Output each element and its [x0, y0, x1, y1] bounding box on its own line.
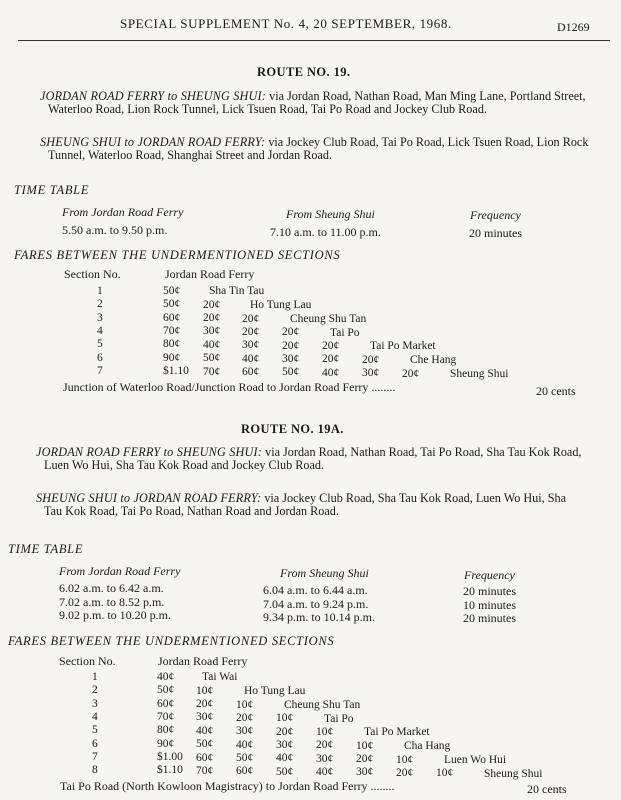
- fare-cell: 30¢: [236, 725, 254, 738]
- route-19a-return-description: [36, 492, 586, 517]
- fare-cell: $1.10: [157, 764, 183, 777]
- timetable-frequency: 20 minutes: [463, 611, 516, 625]
- fare-cell: 10¢: [436, 767, 454, 780]
- fare-cell: 80¢: [157, 724, 175, 737]
- fare-section-number: 3: [92, 697, 98, 710]
- route-19-outbound-text: via Jordan Road, Nathan Road, Man Ming Lane, Portland Street, Waterloo Road, Lion Rock Tunnel, Lick Tsuen Road, Tai Po Road and Jockey Club Road.: [48, 89, 586, 116]
- fare-cell: 20¢: [282, 326, 300, 339]
- page-number: D1269: [557, 20, 590, 34]
- fare-cell: 10¢: [356, 739, 374, 752]
- fare-stop-name: Tai Wai: [202, 671, 238, 684]
- fare-cell: 20¢: [356, 753, 374, 766]
- fare-cell: 10¢: [316, 726, 334, 738]
- fare-section-number: 4: [97, 325, 103, 338]
- route-19-first-stop: Jordan Road Ferry: [165, 267, 255, 281]
- fare-cell: 20¢: [242, 312, 260, 325]
- fare-stop-name: Tai Po Market: [370, 340, 436, 353]
- fare-cell: $1.00: [157, 751, 183, 764]
- route-19-note: Junction of Waterloo Road/Junction Road to Jordan Road Ferry ........: [63, 380, 396, 394]
- fare-cell: 40¢: [157, 671, 175, 683]
- route-19a-col-from-jordan: From Jordan Road Ferry: [59, 564, 181, 578]
- fare-cell: 20¢: [276, 725, 294, 738]
- route-19a-outbound-description: [36, 446, 586, 471]
- fare-section-number: 5: [92, 724, 98, 737]
- fare-cell: 50¢: [196, 738, 214, 751]
- route-19-title: ROUTE NO. 19.: [257, 65, 351, 79]
- route-19-fares-heading: FARES BETWEEN THE UNDERMENTIONED SECTIONS: [14, 248, 341, 262]
- route-19-row-from-jordan: 5.50 a.m. to 9.50 p.m.: [62, 223, 168, 237]
- fare-cell: 60¢: [236, 765, 254, 778]
- fare-stop-name: Tai Po: [330, 326, 360, 339]
- fare-cell: 20¢: [396, 766, 414, 779]
- route-19-col-frequency: Frequency: [470, 208, 521, 222]
- route-19a-title: ROUTE NO. 19A.: [241, 422, 344, 436]
- fare-cell: 20¢: [362, 353, 380, 366]
- fare-cell: 20¢: [322, 353, 340, 366]
- fare-cell: 30¢: [316, 752, 334, 765]
- fare-stop-name: Cheung Shu Tan: [284, 698, 361, 711]
- fare-cell: 60¢: [242, 365, 260, 378]
- fare-section-number: 2: [92, 684, 98, 697]
- fare-cell: 20¢: [236, 711, 254, 724]
- fare-cell: 20¢: [203, 298, 221, 311]
- fare-cell: 70¢: [196, 764, 214, 777]
- timetable-from-sheung: 6.04 a.m. to 6.44 a.m.: [263, 583, 368, 597]
- fare-cell: 30¢: [276, 738, 294, 751]
- fare-cell: 20¢: [203, 312, 221, 325]
- fare-cell: 40¢: [203, 338, 221, 351]
- route-19-col-from-jordan: From Jordan Road Ferry: [62, 205, 184, 219]
- route-19a-note-fare: 20 cents: [527, 782, 567, 796]
- fare-cell: 60¢: [196, 751, 214, 764]
- fare-cell: 20¢: [402, 367, 420, 380]
- route-19a-outbound-text: via Jordan Road, Nathan Road, Tai Po Road, Sha Tau Kok Road, Luen Wo Hui, Sha Tau Kok Road and Jockey Club Road.: [44, 445, 582, 472]
- fare-cell: 30¢: [242, 339, 260, 352]
- fare-stop-name: Cheung Shu Tan: [290, 312, 367, 325]
- route-19a-section-label: Section No.: [59, 654, 116, 668]
- fare-cell: 10¢: [196, 684, 214, 697]
- route-19-timetable-heading: TIME TABLE: [14, 183, 90, 197]
- fare-cell: 40¢: [236, 738, 254, 751]
- fare-cell: 40¢: [196, 724, 214, 737]
- fare-stop-name: Ho Tung Lau: [250, 299, 312, 312]
- route-19-outbound-heading: JORDAN ROAD FERRY to SHEUNG SHUI:: [40, 89, 267, 103]
- route-19a-timetable-heading: TIME TABLE: [8, 542, 84, 556]
- fare-section-number: 1: [97, 285, 103, 297]
- route-19-col-from-sheung: From Sheung Shui: [286, 207, 375, 221]
- fare-cell: 10¢: [236, 698, 254, 711]
- fare-stop-name: Sha Tin Tau: [209, 285, 265, 298]
- route-19-return-text: via Jockey Club Road, Tai Po Road, Lick Tsuen Road, Lion Rock Tunnel, Waterloo Road, Shanghai Street and Jordan Road.: [48, 135, 589, 162]
- fare-cell: 90¢: [157, 737, 175, 750]
- route-19a-col-from-sheung: From Sheung Shui: [280, 566, 369, 580]
- fare-section-number: 1: [92, 671, 98, 683]
- fare-cell: 50¢: [163, 285, 181, 297]
- route-19a-note: Tai Po Road (North Kowloon Magistracy) to Jordan Road Ferry ........: [60, 779, 395, 793]
- route-19a-col-frequency: Frequency: [464, 568, 515, 582]
- route-19a-return-heading: SHEUNG SHUI to JORDAN ROAD FERRY:: [36, 491, 262, 505]
- fare-cell: 30¢: [282, 352, 300, 365]
- route-19a-return-text: via Jockey Club Road, Sha Tau Kok Road, Luen Wo Hui, Sha Tau Kok Road, Tai Po Road, Nathan Road and Jordan Road.: [44, 491, 567, 518]
- fare-cell: 50¢: [203, 352, 221, 365]
- fare-cell: 30¢: [356, 766, 374, 779]
- route-19-return-heading: SHEUNG SHUI to JORDAN ROAD FERRY:: [40, 135, 266, 149]
- fare-cell: 40¢: [316, 766, 334, 779]
- route-19-section-label: Section No.: [64, 267, 121, 281]
- page-header-title: SPECIAL SUPPLEMENT No. 4, 20 SEPTEMBER, 1968.: [120, 16, 452, 31]
- fare-cell: 70¢: [163, 325, 181, 338]
- fare-cell: 50¢: [276, 765, 294, 778]
- route-19a-fares-heading: FARES BETWEEN THE UNDERMENTIONED SECTIONS: [8, 634, 335, 648]
- fare-section-number: 6: [97, 351, 103, 364]
- fare-cell: 20¢: [316, 739, 334, 752]
- fare-cell: 10¢: [276, 712, 294, 725]
- fare-cell: 10¢: [396, 753, 414, 766]
- fare-section-number: 4: [92, 711, 98, 724]
- fare-section-number: 7: [92, 751, 98, 764]
- fare-cell: 90¢: [163, 351, 181, 364]
- timetable-from-sheung: 7.04 a.m. to 9.24 p.m.: [263, 596, 369, 611]
- fare-section-number: 5: [97, 338, 103, 351]
- fare-section-number: 2: [97, 298, 103, 311]
- fare-cell: 50¢: [236, 751, 254, 764]
- fare-cell: 70¢: [157, 711, 175, 724]
- route-19a-first-stop: Jordan Road Ferry: [158, 654, 248, 668]
- fare-cell: 20¢: [242, 325, 260, 338]
- fare-stop-name: Che Hang: [410, 354, 457, 367]
- fare-cell: 50¢: [282, 366, 300, 379]
- fare-cell: 30¢: [362, 367, 380, 380]
- fare-cell: 40¢: [242, 352, 260, 365]
- route-19-outbound-description: [40, 90, 590, 115]
- fare-cell: 30¢: [196, 711, 214, 724]
- fare-stop-name: Tai Po Market: [364, 726, 430, 739]
- fare-cell: $1.10: [163, 365, 189, 378]
- fare-section-number: 6: [92, 737, 98, 750]
- route-19-row-from-sheung: 7.10 a.m. to 11.00 p.m.: [270, 225, 381, 239]
- fare-cell: 70¢: [203, 365, 221, 378]
- timetable-from-jordan: 9.02 p.m. to 10.20 p.m.: [59, 608, 172, 622]
- fare-stop-name: Tai Po: [324, 712, 354, 725]
- fare-stop-name: Ho Tung Lau: [244, 685, 306, 698]
- route-19-return-description: [40, 136, 590, 161]
- fare-stop-name: Sheung Shui: [450, 367, 509, 380]
- fare-stop-name: Luen Wo Hui: [444, 753, 507, 766]
- fare-cell: 20¢: [282, 339, 300, 352]
- fare-stop-name: Sheung Shui: [484, 767, 543, 780]
- fare-cell: 40¢: [322, 366, 340, 379]
- timetable-frequency: 20 minutes: [463, 584, 516, 598]
- fare-cell: 60¢: [157, 697, 175, 710]
- route-19-row-frequency: 20 minutes: [469, 226, 522, 240]
- fare-cell: 30¢: [203, 325, 221, 338]
- fare-section-number: 3: [97, 311, 103, 324]
- fare-stop-name: Cha Hang: [404, 740, 451, 753]
- fare-cell: 20¢: [196, 698, 214, 711]
- fare-section-number: 7: [97, 365, 103, 378]
- timetable-from-jordan: 7.02 a.m. to 8.52 p.m.: [59, 594, 165, 609]
- fare-cell: 80¢: [163, 338, 181, 351]
- timetable-from-sheung: 9.34 p.m. to 10.14 p.m.: [263, 610, 376, 624]
- fare-cell: 20¢: [322, 340, 340, 352]
- fare-section-number: 8: [92, 764, 98, 777]
- fare-cell: 40¢: [276, 752, 294, 765]
- fare-cell: 50¢: [163, 298, 181, 311]
- route-19-note-fare: 20 cents: [536, 384, 576, 398]
- fare-cell: 50¢: [157, 684, 175, 697]
- header-rule: [18, 40, 610, 41]
- timetable-from-jordan: 6.02 a.m. to 6.42 a.m.: [59, 581, 164, 595]
- route-19a-outbound-heading: JORDAN ROAD FERRY to SHEUNG SHUI:: [36, 445, 263, 459]
- fare-cell: 60¢: [163, 311, 181, 324]
- timetable-frequency: 10 minutes: [463, 597, 516, 612]
